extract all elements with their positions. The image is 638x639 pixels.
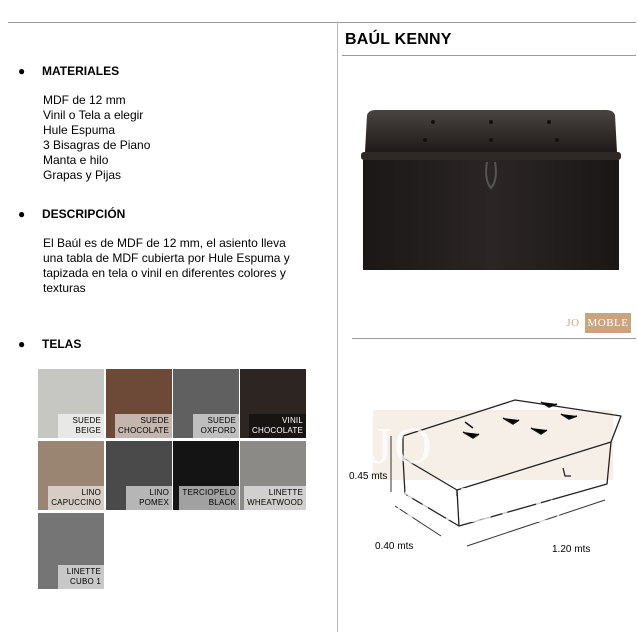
- product-title: BAÚL KENNY: [345, 31, 452, 48]
- brand-logo: JO MOBLE: [561, 313, 631, 333]
- column-divider: [337, 22, 338, 632]
- bullet-icon: ●: [18, 337, 26, 351]
- swatch-suede-chocolate: [106, 369, 172, 438]
- swatch-label: TERCIOPELO BLACK: [179, 486, 239, 510]
- section-divider: [352, 338, 636, 339]
- swatch-label: SUEDE OXFORD: [193, 414, 239, 438]
- swatch-label: LINO POMEX: [126, 486, 172, 510]
- swatch-linette-wheatwood: [240, 441, 306, 510]
- materiales-heading: MATERIALES: [42, 64, 120, 78]
- lid-cushion: [365, 110, 617, 152]
- fabric-swatch-grid: [38, 369, 308, 591]
- product-photo: [345, 70, 635, 300]
- swatch-label: SUEDE BEIGE: [58, 414, 104, 438]
- depth-dimension: 0.40 mts: [375, 541, 414, 552]
- materiales-list: [43, 93, 150, 183]
- swatch-label: SUEDE CHOCOLATE: [115, 414, 172, 438]
- top-divider: [8, 22, 636, 23]
- swatch-label: VINIL CHOCOLATE: [249, 414, 306, 438]
- descripcion-heading: DESCRIPCIÓN: [42, 207, 126, 221]
- list-item: Hule Espuma: [43, 123, 116, 137]
- swatch-linette-cubo-1: [38, 513, 104, 589]
- height-dimension: 0.45 mts: [349, 471, 388, 482]
- swatch-label: LINETTE CUBO 1: [58, 565, 104, 589]
- descripcion-text: El Baúl es de MDF de 12 mm, el asiento lleva una tabla de MDF cubierta por Hule Espuma y tapizada en tela o vinil en diferentes colores y texturas: [43, 236, 290, 295]
- list-item: Grapas y Pijas: [43, 168, 122, 182]
- swatch-terciopelo-black: [173, 441, 239, 510]
- list-item: 3 Bisagras de Piano: [43, 138, 151, 152]
- list-item: Vinil o Tela a elegir: [43, 108, 144, 122]
- width-dimension: 1.20 mts: [552, 544, 591, 555]
- title-underline: [342, 55, 636, 56]
- swatch-label: LINO CAPUCCINO: [48, 486, 104, 510]
- swatch-label: LINETTE WHEATWOOD: [244, 486, 306, 510]
- trunk-body: [363, 160, 619, 270]
- swatch-lino-capuccino: [38, 441, 104, 510]
- watermark: JO MOBLE: [372, 418, 564, 534]
- swatch-vinil-chocolate: [240, 369, 306, 438]
- telas-heading: TELAS: [42, 337, 82, 351]
- bullet-icon: ●: [18, 207, 26, 221]
- bullet-icon: ●: [18, 64, 26, 78]
- swatch-lino-pomex: [106, 441, 172, 510]
- swatch-suede-oxford: [173, 369, 239, 438]
- list-item: Manta e hilo: [43, 153, 109, 167]
- list-item: MDF de 12 mm: [43, 93, 126, 107]
- swatch-suede-beige: [38, 369, 104, 438]
